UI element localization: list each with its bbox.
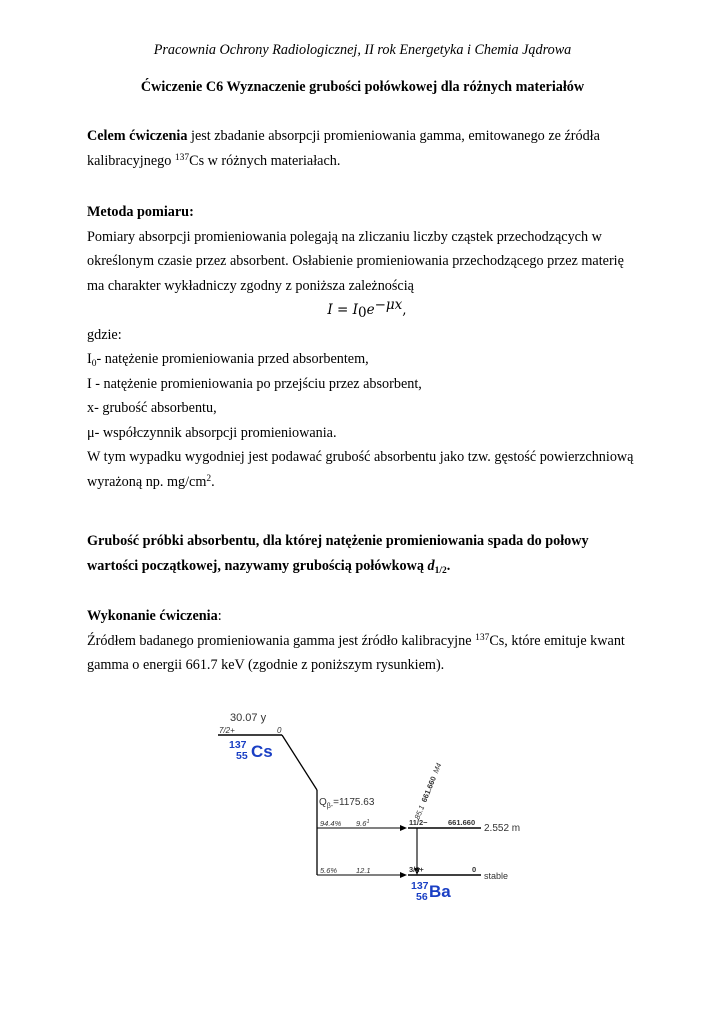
decay-scheme-diagram (216, 708, 521, 908)
branch-2-percent: 5.6% (320, 866, 338, 875)
ground-level-spin: 3/2+ (409, 865, 424, 874)
goal-isotope-mass: 137 (174, 152, 190, 163)
method-line-1: Pomiary absorpcji promieniowania polegają na zliczaniu liczby cząstek przechodzących w (87, 228, 602, 245)
cs-mass-number: 137 (229, 739, 247, 751)
execution-line-1: Źródłem badanego promieniowania gamma jest źródło kalibracyjne $^{137}$Cs, które emituje kwant (87, 632, 625, 649)
method-line-3: ma charakter wykładniczy zgodny z poniższa zależnością (87, 277, 414, 294)
cs-halflife: 30.07 y (230, 712, 267, 724)
formula: $I = I_0e^{-\mu x}$, (327, 297, 407, 321)
d-symbol: d (427, 557, 435, 574)
half-thickness-definition (87, 529, 647, 578)
goal-text-1: jest zbadanie absorpcji promieniowania gamma, emitowanego ze źródła (187, 128, 600, 144)
ground-level-halflife: stable (484, 871, 509, 881)
q-value: $Q_{\beta-}=1175.63$ (319, 797, 375, 810)
definition-I0: $I_0-$ natężenie promieniowania przed absorbentem, (87, 351, 369, 369)
level-661-halflife: 2.552 m (484, 823, 521, 834)
level-661-spin: 11/2− (409, 818, 428, 827)
beta-branch-1-arrow (400, 825, 407, 831)
gamma-label: 85.1661.660M4 (412, 761, 444, 821)
ba-atomic-number: 56 (416, 891, 428, 903)
execution-line-2: gamma o energii 661.7 keV (zgodnie z poniższym rysunkiem). (87, 657, 445, 673)
decay-diagonal (282, 735, 317, 790)
definition-I: I - natężenie promieniowania po przejściu przez absorbent, (87, 375, 422, 392)
ba-symbol: Ba (429, 882, 451, 901)
branch-1-percent: 94.4% (320, 819, 342, 828)
goal-text-2: kalibracyjnego (87, 152, 175, 169)
method-note-1: W tym wypadku wygodniej jest podawać grubość absorbentu jako tzw. gęstość powierzchniową (87, 449, 634, 465)
ground-level-energy: 0 (472, 865, 477, 874)
page-title: Ćwiczenie C6 Wyznaczenie grubości połówkowej dla różnych materiałów (140, 79, 585, 95)
definition-x: x- grubość absorbentu, (87, 400, 217, 416)
definition-line-1: Grubość próbki absorbentu, dla której natężenie promieniowania spada do połowy (87, 533, 589, 549)
cs-level-energy: 0 (277, 726, 282, 735)
goal-paragraph (87, 124, 647, 173)
cs-atomic-number: 55 (236, 750, 248, 762)
beta-branch-2-arrow (400, 872, 407, 878)
definition-mu: μ- współczynnik absorpcji promieniowania. (87, 424, 337, 441)
branch-1-logft: $9.6^1$ (356, 819, 370, 828)
method-section (87, 200, 647, 494)
cs-spin: 7/2+ (219, 726, 235, 735)
cs-symbol: Cs (251, 742, 273, 761)
execution-section: Wykonanie ćwiczenia: Źródłem badanego promieniowania gamma jest źródło kalibracyjne $^{137}$Cs, które emituje kwant gamma o energii 661.7 keV (zgodnie z poniższym rysunkiem). (87, 604, 647, 678)
method-heading: Metoda pomiaru: (87, 204, 194, 220)
level-661-energy: 661.660 (448, 818, 476, 827)
where-label: gdzie: (87, 326, 122, 343)
method-line-2: określonym czasie przez absorbent. Osłabienie promieniowania przechodzącego przez materię (87, 253, 624, 269)
goal-text-3: Cs w różnych materiałach. (189, 152, 341, 169)
page-header: Pracownia Ochrony Radiologicznej, II rok Energetyka i Chemia Jądrowa (153, 42, 572, 58)
definition-line-2: wartości początkowej, nazywamy grubością połówkową $d_{1/2}$. (87, 557, 451, 576)
branch-2-logft: 12.1 (356, 866, 371, 875)
goal-label: Celem ćwiczenia (87, 128, 188, 144)
method-note-2: wyrażoną np. $mg/cm^2$. (87, 473, 215, 490)
execution-heading: Wykonanie ćwiczenia (87, 608, 218, 624)
ba-mass-number: 137 (411, 880, 429, 892)
